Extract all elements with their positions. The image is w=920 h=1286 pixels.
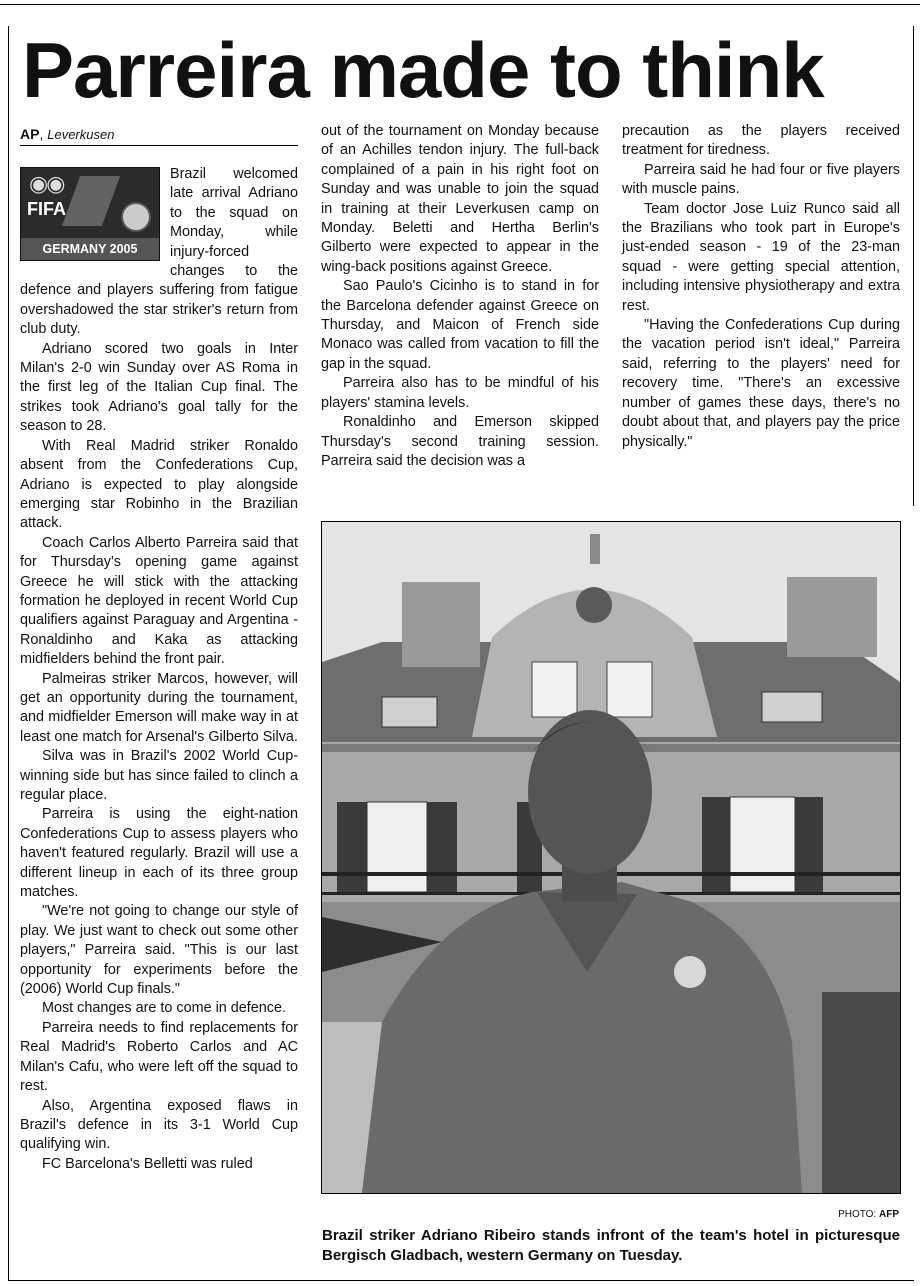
logo-globe-icon: ◉◉ (29, 171, 64, 196)
photo-credit-label: PHOTO: (838, 1209, 877, 1220)
window (367, 802, 427, 892)
logo-fifa-text: FIFA (27, 199, 66, 219)
logo-football-icon (121, 202, 151, 232)
paragraph: Team doctor Jose Luiz Runco said all the Brazilians who took part in Europe's just-ended season - 19 of the 23-man squad - were getting special attention, including intensive physiotherapy and extra rest. (622, 200, 900, 314)
paragraph: precaution as the players received treatment for tiredness. (622, 123, 900, 159)
article-column-2 (321, 122, 599, 471)
paragraph: Silva was in Brazil's 2002 World Cup-winning side but has since failed to clinch a regular place. (20, 748, 298, 803)
chimney-left (402, 582, 480, 667)
dormer-right (762, 692, 822, 722)
paragraph: Adriano scored two goals in Inter Milan's 2-0 win Sunday over AS Roma in the first leg of the Italian Cup final. The strikes took Adriano's goal tally for the season to 28. (20, 340, 298, 435)
round-window (576, 587, 612, 623)
chimney-right (787, 577, 877, 657)
foliage (822, 992, 900, 1193)
window (730, 797, 795, 892)
dormer-left (382, 697, 437, 727)
finial (590, 534, 600, 564)
headline: Parreira made to think (22, 26, 824, 114)
photo-credit (780, 1209, 899, 1220)
article-column-1 (20, 165, 298, 1174)
byline: AP, Leverkusen (20, 126, 115, 142)
right-rule (913, 26, 914, 506)
paragraph: Brazil welcomed late arrival Adriano to the squad on Monday, while injury-forced changes to the defence and players suffering from fatigue overshadowed the star striker's return from club duty. (20, 166, 298, 338)
gable-window-1 (532, 662, 577, 717)
paragraph: "We're not going to change our style of play. We just want to check out some other players," Parreira said. "This is our last opportunity for experiments before the (2006) World Cup finals." (20, 903, 298, 998)
shutter (795, 797, 823, 892)
photo-illustration (322, 522, 900, 1193)
paragraph: "Having the Confederations Cup during the vacation period isn't ideal," Parreira said, referring to the players' need for recovery time. "There's an excessive number of games these days, there's no doubt about that, and players pay the price physically." (622, 317, 900, 450)
news-photo (321, 521, 901, 1194)
paragraph: FC Barcelona's Belletti was ruled (42, 1155, 253, 1172)
paragraph: Parreira also has to be mindful of his players' stamina levels. (321, 375, 599, 411)
paragraph: With Real Madrid striker Ronaldo absent from the Confederations Cup, Adriano is expected to play alongside emerging star Robinho in the Brazilian attack. (20, 437, 298, 532)
bottom-rule (8, 1280, 914, 1281)
paragraph: Parreira is using the eight-nation Confederations Cup to assess players who haven't featured regularly. Brazil will use a different lineup in each of its three group matches. (20, 806, 298, 901)
byline-rule (20, 145, 298, 146)
shutter (702, 797, 730, 892)
paragraph: Ronaldinho and Emerson skipped Thursday's second training session. Parreira said the decision was a (321, 414, 599, 469)
paragraph: out of the tournament on Monday because of an Achilles tendon injury. The full-back complained of a pain in his right foot on Sunday and was unable to join the squad in training at their Leverkusen camp on Monday. Beletti and Hertha Berlin's Gilberto were expected to appear in the wing-back positions against Greece. (321, 123, 599, 275)
paragraph: Coach Carlos Alberto Parreira said that for Thursday's opening game against Greece he will stick with the attacking formation he deployed in recent World Cup qualifiers against Paraguay and Argentina - Ronaldinho and Kaka as attacking midfielders behind the front pair. (20, 534, 298, 668)
photo-caption: Brazil striker Adriano Ribeiro stands infront of the team's hotel in picturesque Bergisch Gladbach, western Germany on Tuesday. (322, 1227, 900, 1264)
top-rule (0, 4, 920, 5)
byline-agency: AP (20, 126, 40, 142)
logo-ribbon-shape (62, 176, 120, 226)
crest-icon (674, 956, 706, 988)
article-column-3 (622, 122, 900, 452)
paragraph: Also, Argentina exposed flaws in Brazil's defence in its 3-1 World Cup qualifying win. (20, 1097, 298, 1153)
shutter (337, 802, 367, 892)
paragraph: Parreira needs to find replacements for Real Madrid's Roberto Carlos and AC Milan's Cafu, who were left off the squad to rest. (20, 1019, 298, 1095)
paragraph: Sao Paulo's Cicinho is to stand in for the Barcelona defender against Greece on Thursday, and Maicon of French side Monaco was called from vacation to fill the gap in the squad. (321, 278, 599, 372)
paragraph: Parreira said he had four or five players with muscle pains. (622, 161, 900, 198)
shutter (427, 802, 457, 892)
person-head (528, 710, 652, 874)
logo-banner: GERMANY 2005 (21, 238, 159, 260)
paragraph: Most changes are to come in defence. (42, 1000, 286, 1017)
byline-place: Leverkusen (47, 127, 115, 142)
photo-credit-source: AFP (879, 1209, 899, 1220)
paragraph: Palmeiras striker Marcos, however, will get an opportunity during the tournament, and midfielder Emerson will make way in at least one match for Arsenal's Gilberto Silva. (20, 670, 298, 745)
left-rule (8, 26, 9, 1280)
fifa-confederations-cup-logo (20, 167, 160, 261)
gable-window-2 (607, 662, 652, 717)
